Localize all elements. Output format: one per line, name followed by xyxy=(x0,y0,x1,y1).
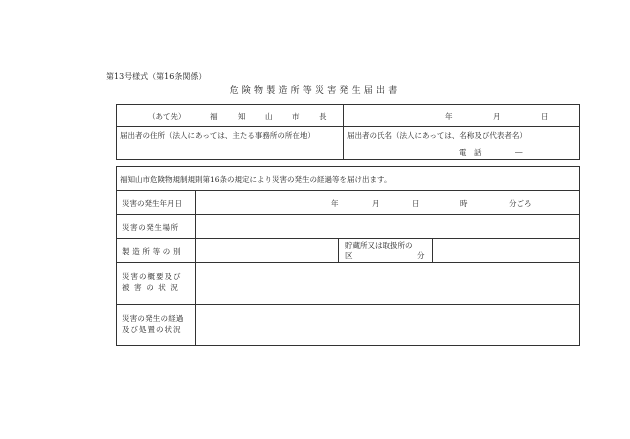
datetime-year-unit: 年 xyxy=(331,199,339,208)
datetime-month-unit: 月 xyxy=(372,199,380,208)
location-label: 災害の発生場所 xyxy=(122,223,179,232)
datetime-value-cell[interactable] xyxy=(196,191,580,215)
storage-label-line2b: 分 xyxy=(417,251,425,260)
form-title: 危険物製造所等災害発生届出書 xyxy=(229,86,401,96)
facility-type-label-cell xyxy=(117,239,196,263)
facility-type-label: 製造所等の別 xyxy=(122,247,184,256)
location-label-cell xyxy=(117,215,196,239)
facility-type-value-cell[interactable] xyxy=(196,239,339,263)
statement-text: 福知山市危険物規制規則第16条の規定により災害の発生の経過等を届け出ます。 xyxy=(120,175,392,184)
addressee-label: （あて先） xyxy=(148,112,186,121)
addressee-char: 山 xyxy=(265,112,273,121)
applicant-address-cell[interactable] xyxy=(117,127,344,160)
overview-value-cell[interactable] xyxy=(196,263,580,305)
datetime-minute-unit: 分ごろ xyxy=(509,199,532,208)
datetime-day-unit: 日 xyxy=(412,199,420,208)
phone-label: 電 話 xyxy=(459,148,482,157)
progress-label-line1: 災害の発生の経過 xyxy=(122,314,184,323)
storage-label-line1: 貯蔵所又は取扱所の xyxy=(345,241,413,250)
applicant-name-cell[interactable] xyxy=(344,127,580,160)
overview-label-line2: 被害の状況 xyxy=(122,283,183,292)
applicant-table xyxy=(116,104,580,160)
statement-cell xyxy=(117,167,580,191)
phone-dash: ― xyxy=(515,147,523,156)
year-unit: 年 xyxy=(445,112,453,121)
date-cell[interactable] xyxy=(344,105,580,127)
addressee-char: 知 xyxy=(238,112,246,121)
progress-value-cell[interactable] xyxy=(196,305,580,346)
overview-label-line1: 災害の概要及び xyxy=(122,272,182,281)
incident-table xyxy=(116,166,580,346)
addressee-char: 市 xyxy=(292,112,300,121)
addressee-char: 長 xyxy=(319,112,327,121)
overview-label-cell xyxy=(117,263,196,305)
day-unit: 日 xyxy=(541,112,549,121)
month-unit: 月 xyxy=(493,112,501,121)
addressee-char: 福 xyxy=(210,112,218,121)
progress-label-line2: 及び処置の状況 xyxy=(122,325,182,334)
form-number: 第13号様式（第16条関係） xyxy=(106,72,207,81)
storage-value-cell[interactable] xyxy=(433,239,580,263)
storage-label-cell xyxy=(339,239,433,263)
applicant-address-label: 届出者の住所（法人にあっては、主たる事務所の所在地） xyxy=(120,131,315,140)
datetime-label: 災害の発生年月日 xyxy=(122,199,182,208)
datetime-hour-unit: 時 xyxy=(460,199,468,208)
datetime-label-cell xyxy=(117,191,196,215)
progress-label-cell xyxy=(117,305,196,346)
addressee-cell xyxy=(117,105,344,127)
applicant-name-label: 届出者の氏名（法人にあっては、名称及び代表者名） xyxy=(347,131,527,140)
storage-label-line2a: 区 xyxy=(345,251,353,260)
location-value-cell[interactable] xyxy=(196,215,580,239)
